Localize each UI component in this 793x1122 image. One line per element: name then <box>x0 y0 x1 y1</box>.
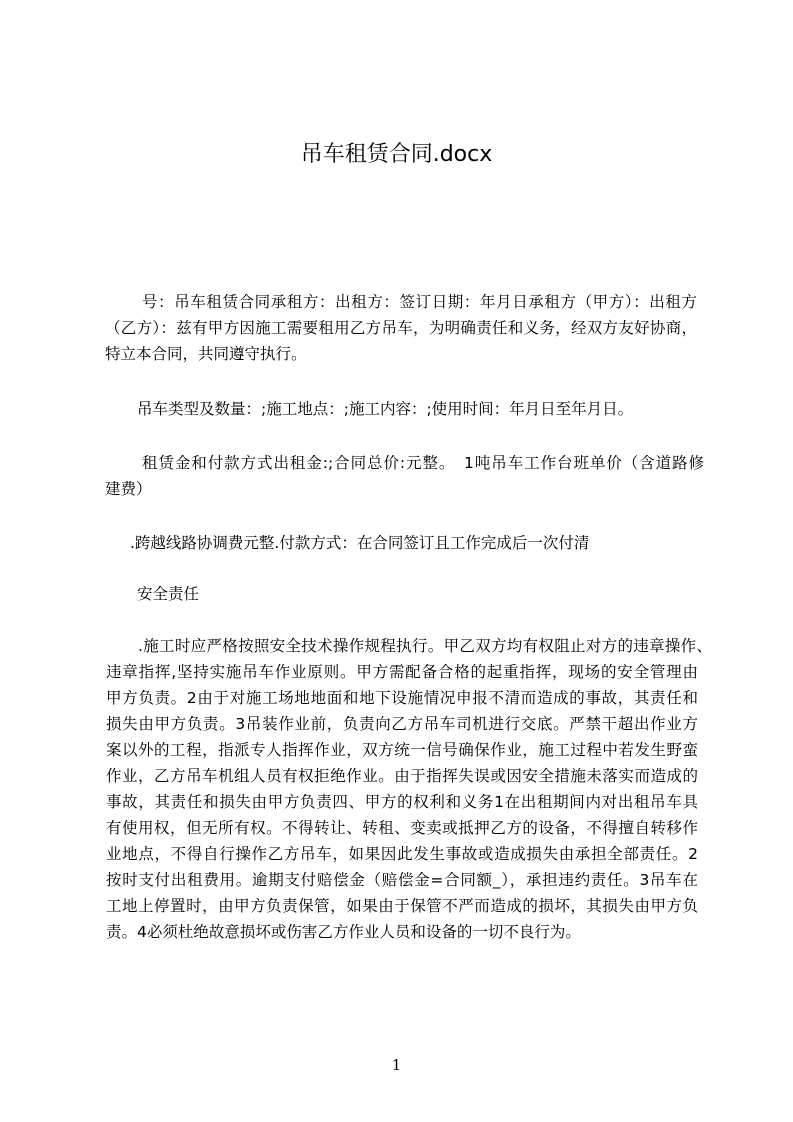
paragraph-line: 特立本合同，共同遵守执行。 <box>105 345 307 363</box>
paragraph-line: 吊车类型及数量：;施工地点：;施工内容：;使用时间：年月日至年月日。 <box>137 400 634 418</box>
paragraph-line: 建费） <box>105 480 152 498</box>
paragraph-line: .跨越线路协调费元整.付款方式：在合同签订且工作完成后一次付清 <box>130 534 590 552</box>
paragraph-line: 租赁金和付款方式出租金:;合同总价:元整。 1吨吊车工作台班单价（含道路修 <box>142 454 704 472</box>
paragraph-line: 业地点，不得自行操作乙方吊车，如果因此发生事故或造成损失由承担全部责任。2 <box>106 845 698 863</box>
paragraph-line: 作业，乙方吊车机组人员有权拒绝作业。由于指挥失误或因安全措施未落实而造成的 <box>106 767 698 785</box>
paragraph-line: 损失由甲方负责。3吊装作业前，负责向乙方吊车司机进行交底。严禁干超出作业方 <box>106 715 698 733</box>
paragraph-line: 违章指挥,坚持实施吊车作业原则。甲方需配备合格的起重指挥，现场的安全管理由 <box>106 663 698 681</box>
paragraph-line: 工地上停置时，由甲方负责保管，如果由于保管不严而造成的损坏，其损失由甲方负 <box>106 897 698 915</box>
paragraph-line: 有使用权，但无所有权。不得转让、转租、变卖或抵押乙方的设备，不得擅自转移作 <box>106 819 698 837</box>
paragraph-line: .施工时应严格按照安全技术操作规程执行。甲乙双方均有权阻止对方的违章操作、 <box>138 637 712 655</box>
paragraph-line: （乙方）：兹有甲方因施工需要租用乙方吊车，为明确责任和义务，经双方友好协商， <box>105 319 697 337</box>
paragraph-line: 事故，其责任和损失由甲方负责四、甲方的权利和义务1在出租期间内对出租吊车具 <box>106 793 698 811</box>
paragraph-line: 责。4必须杜绝故意损坏或伤害乙方作业人员和设备的一切不良行为。 <box>106 923 581 941</box>
paragraph-line: 甲方负责。2由于对施工场地地面和地下设施情况申报不清而造成的事故，其责任和 <box>106 689 698 707</box>
paragraph-line: 号：吊车租赁合同承租方：出租方：签订日期：年月日承租方（甲方）：出租方 <box>142 293 697 311</box>
section-heading: 安全责任 <box>137 585 200 603</box>
page-number: 1 <box>391 1056 402 1074</box>
paragraph-line: 按时支付出租费用。逾期支付赔偿金（赔偿金=合同额_），承担违约责任。3吊车在 <box>106 871 698 889</box>
paragraph-line: 案以外的工程，指派专人指挥作业，双方统一信号确保作业，施工过程中若发生野蛮 <box>106 741 698 759</box>
document-title: 吊车租赁合同.docx <box>300 142 493 167</box>
